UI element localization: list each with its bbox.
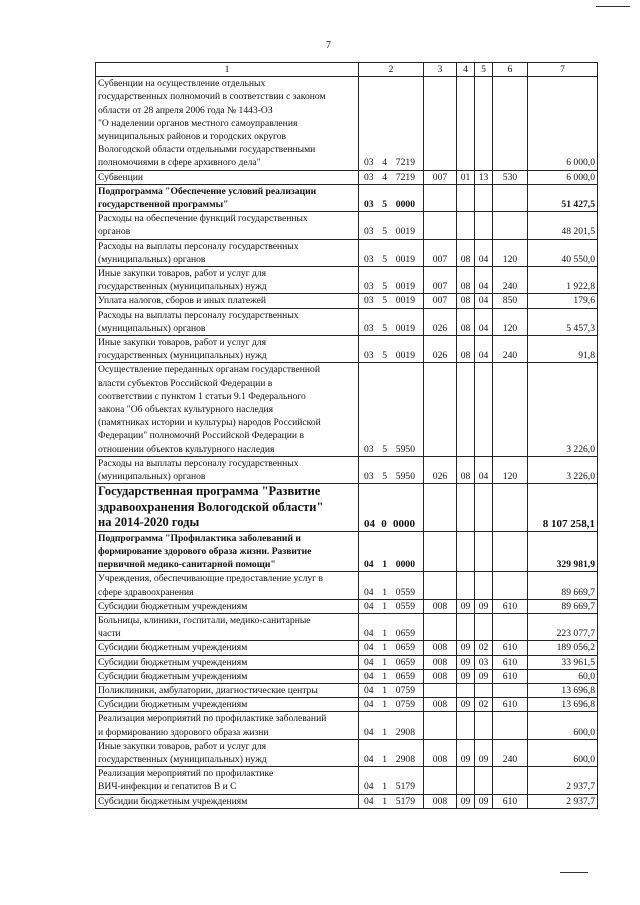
subsection-code: 02 (475, 698, 493, 712)
header-col-6: 6 (493, 63, 528, 77)
subprogram-code: 1 (382, 670, 388, 682)
amount: 6 000,0 (528, 77, 598, 170)
row-description: Расходы на обеспечение функций государственных органов (96, 212, 359, 239)
program-code: 03 (364, 226, 374, 238)
amount: 13 696,8 (528, 698, 598, 712)
amount: 89 669,7 (528, 572, 598, 599)
expense-type-code: 240 (493, 267, 528, 294)
amount: 60,0 (528, 669, 598, 683)
expense-type-code: 850 (493, 294, 528, 308)
subsection-code (475, 212, 493, 239)
subprogram-code: 5 (382, 443, 388, 455)
table-row (96, 267, 598, 294)
direction-code: 7219 (395, 171, 415, 183)
amount: 600,0 (528, 712, 598, 739)
section-code: 09 (457, 655, 475, 669)
row-description: Расходы на выплаты персоналу государственных (муниципальных) органов (96, 239, 359, 266)
row-target-code (359, 572, 424, 599)
direction-code: 0000 (393, 517, 415, 530)
direction-code: 0559 (395, 586, 415, 598)
table-row (96, 684, 598, 698)
subprogram-code: 1 (382, 699, 388, 711)
direction-code: 0019 (395, 295, 415, 307)
section-code (457, 184, 475, 211)
table-row (96, 308, 598, 335)
department-code (424, 531, 457, 572)
subsection-code: 04 (475, 456, 493, 483)
subprogram-code: 5 (382, 199, 388, 211)
program-code: 03 (364, 471, 374, 483)
row-description: Субсидии бюджетным учреждениям (96, 669, 359, 683)
row-description: Подпрограмма "Профилактика заболеваний и формирование здорового образа жизни. Развитие первичной медико-санитарной помощи" (96, 531, 359, 572)
program-code: 04 (364, 656, 374, 668)
department-code (424, 184, 457, 211)
direction-code: 7219 (395, 157, 415, 169)
table-row (96, 170, 598, 184)
table-row (96, 212, 598, 239)
subprogram-code: 1 (382, 656, 388, 668)
row-target-code (359, 363, 424, 456)
table-row (96, 614, 598, 641)
row-description: Иные закупки товаров, работ и услуг для государственных (муниципальных) нужд (96, 267, 359, 294)
section-code (457, 212, 475, 239)
department-code: 007 (424, 294, 457, 308)
program-code: 03 (364, 253, 374, 265)
table-row (96, 698, 598, 712)
subprogram-code: 1 (382, 559, 388, 571)
direction-code: 0019 (395, 226, 415, 238)
row-target-code (359, 698, 424, 712)
subsection-code (475, 712, 493, 739)
section-code (457, 712, 475, 739)
subprogram-code: 4 (382, 157, 388, 169)
expense-type-code (493, 484, 528, 532)
page-number: 7 (326, 40, 331, 51)
section-code (457, 614, 475, 641)
expense-type-code: 610 (493, 655, 528, 669)
direction-code: 0659 (395, 642, 415, 654)
direction-code: 0019 (395, 322, 415, 334)
expense-type-code: 120 (493, 456, 528, 483)
table-row (96, 294, 598, 308)
section-code (457, 684, 475, 698)
expense-type-code (493, 184, 528, 211)
scan-mark (560, 872, 588, 873)
department-code: 008 (424, 698, 457, 712)
program-code: 03 (364, 281, 374, 293)
row-description: Субвенции на осуществление отдельных государственных полномочий в соответствии с законом области от 28 апреля 2006 года № 1443-ОЗ "О наделении органов местного самоуправления муниципальных районов и городских округов Вологодской области отдельными государственными полномочиями в сфере архивного дела" (96, 77, 359, 170)
direction-code: 5179 (395, 781, 415, 793)
department-code: 026 (424, 336, 457, 363)
subsection-code: 04 (475, 267, 493, 294)
section-code: 09 (457, 641, 475, 655)
direction-code: 0000 (395, 559, 415, 571)
subprogram-code: 4 (382, 171, 388, 183)
section-code: 08 (457, 336, 475, 363)
amount: 600,0 (528, 739, 598, 766)
amount: 2 937,7 (528, 767, 598, 794)
header-col-2: 2 (359, 63, 424, 77)
direction-code: 0659 (395, 656, 415, 668)
amount: 329 981,9 (528, 531, 598, 572)
program-code: 04 (364, 628, 374, 640)
row-description: Субсидии бюджетным учреждениям (96, 794, 359, 808)
expense-type-code: 610 (493, 641, 528, 655)
department-code (424, 684, 457, 698)
row-description: Иные закупки товаров, работ и услуг для государственных (муниципальных) нужд (96, 336, 359, 363)
department-code (424, 77, 457, 170)
subsection-code: 13 (475, 170, 493, 184)
direction-code: 5950 (395, 443, 415, 455)
table-row (96, 599, 598, 613)
program-code: 04 (364, 795, 374, 807)
section-code (457, 484, 475, 532)
table-row (96, 655, 598, 669)
section-code: 09 (457, 599, 475, 613)
direction-code: 0659 (395, 628, 415, 640)
row-target-code (359, 684, 424, 698)
direction-code: 5179 (395, 795, 415, 807)
row-description: Подпрограмма "Обеспечение условий реализации государственной программы" (96, 184, 359, 211)
expense-type-code: 240 (493, 739, 528, 766)
expense-type-code: 610 (493, 669, 528, 683)
row-target-code (359, 239, 424, 266)
amount: 33 961,5 (528, 655, 598, 669)
table-row (96, 456, 598, 483)
subprogram-code: 1 (382, 600, 388, 612)
section-code (457, 767, 475, 794)
subsection-code (475, 531, 493, 572)
program-code: 04 (364, 726, 374, 738)
table-row (96, 794, 598, 808)
row-target-code (359, 794, 424, 808)
section-code: 01 (457, 170, 475, 184)
subprogram-code: 5 (382, 350, 388, 362)
table-row (96, 184, 598, 211)
expense-type-code: 610 (493, 794, 528, 808)
subsection-code: 04 (475, 294, 493, 308)
program-code: 04 (364, 685, 374, 697)
amount: 48 201,5 (528, 212, 598, 239)
row-target-code (359, 641, 424, 655)
direction-code: 0759 (395, 685, 415, 697)
row-description: Государственная программа "Развитие здравоохранения Вологодской области" на 2014-2020 годы (96, 484, 359, 532)
direction-code: 0019 (395, 253, 415, 265)
direction-code: 5950 (395, 471, 415, 483)
department-code (424, 614, 457, 641)
section-code: 09 (457, 794, 475, 808)
subprogram-code: 5 (382, 471, 388, 483)
row-description: Осуществление переданных органам государственной власти субъектов Российской Федерации в соответствии с пунктом 1 статьи 9.1 Федерального закона "Об объектах культурного наследия (памятниках истории и культуры) народов Российской Федерации" полномочий Российской Федерации в отношении объектов культурного наследия (96, 363, 359, 456)
department-code (424, 572, 457, 599)
table-row (96, 363, 598, 456)
subprogram-code: 1 (382, 685, 388, 697)
section-code (457, 531, 475, 572)
table-row (96, 77, 598, 170)
expense-type-code (493, 212, 528, 239)
header-col-1: 1 (96, 63, 359, 77)
subprogram-code: 1 (382, 628, 388, 640)
direction-code: 0019 (395, 350, 415, 362)
table-row (96, 712, 598, 739)
row-target-code (359, 308, 424, 335)
expense-type-code (493, 614, 528, 641)
department-code (424, 767, 457, 794)
program-code: 04 (364, 559, 374, 571)
row-description: Уплата налогов, сборов и иных платежей (96, 294, 359, 308)
budget-table (95, 62, 598, 809)
subsection-code (475, 614, 493, 641)
program-code: 03 (364, 199, 374, 211)
program-code: 04 (364, 586, 374, 598)
department-code: 007 (424, 170, 457, 184)
expense-type-code: 530 (493, 170, 528, 184)
subsection-code: 04 (475, 308, 493, 335)
subsection-code (475, 184, 493, 211)
subsection-code (475, 572, 493, 599)
expense-type-code (493, 712, 528, 739)
subprogram-code: 5 (382, 322, 388, 334)
subprogram-code: 5 (382, 226, 388, 238)
row-description: Субсидии бюджетным учреждениям (96, 698, 359, 712)
row-description: Расходы на выплаты персоналу государственных (муниципальных) органов (96, 308, 359, 335)
department-code: 026 (424, 456, 457, 483)
section-code: 08 (457, 267, 475, 294)
subsection-code (475, 684, 493, 698)
amount: 91,8 (528, 336, 598, 363)
table-body (96, 77, 598, 809)
direction-code: 2908 (395, 754, 415, 766)
row-description: Субсидии бюджетным учреждениям (96, 599, 359, 613)
section-code: 09 (457, 698, 475, 712)
section-code: 09 (457, 669, 475, 683)
subprogram-code: 1 (382, 642, 388, 654)
row-description: Субсидии бюджетным учреждениям (96, 641, 359, 655)
amount: 3 226,0 (528, 456, 598, 483)
subsection-code: 03 (475, 655, 493, 669)
row-target-code (359, 669, 424, 683)
table-row (96, 531, 598, 572)
program-code: 03 (364, 443, 374, 455)
department-code: 008 (424, 655, 457, 669)
row-description: Иные закупки товаров, работ и услуг для государственных (муниципальных) нужд (96, 739, 359, 766)
department-code: 008 (424, 641, 457, 655)
amount: 8 107 258,1 (528, 484, 598, 532)
scan-mark (596, 6, 630, 7)
row-target-code (359, 267, 424, 294)
direction-code: 0559 (395, 600, 415, 612)
section-code (457, 363, 475, 456)
row-target-code (359, 712, 424, 739)
header-col-7: 7 (528, 63, 598, 77)
header-row (96, 63, 598, 77)
row-target-code (359, 294, 424, 308)
department-code: 007 (424, 267, 457, 294)
section-code: 09 (457, 739, 475, 766)
subsection-code: 09 (475, 739, 493, 766)
row-description: Расходы на выплаты персоналу государственных (муниципальных) органов (96, 456, 359, 483)
row-target-code (359, 184, 424, 211)
program-code: 03 (364, 171, 374, 183)
department-code (424, 484, 457, 532)
row-description: Субсидии бюджетным учреждениям (96, 655, 359, 669)
program-code: 03 (364, 157, 374, 169)
subsection-code: 02 (475, 641, 493, 655)
row-description: Субвенции (96, 170, 359, 184)
department-code: 008 (424, 794, 457, 808)
table-row (96, 669, 598, 683)
header-col-4: 4 (457, 63, 475, 77)
amount: 189 056,2 (528, 641, 598, 655)
subsection-code: 04 (475, 336, 493, 363)
expense-type-code: 120 (493, 239, 528, 266)
direction-code: 0000 (395, 199, 415, 211)
row-target-code (359, 599, 424, 613)
row-target-code (359, 336, 424, 363)
row-target-code (359, 531, 424, 572)
expense-type-code: 120 (493, 308, 528, 335)
program-code: 03 (364, 350, 374, 362)
program-code: 03 (364, 322, 374, 334)
department-code (424, 212, 457, 239)
subprogram-code: 1 (382, 795, 388, 807)
row-target-code (359, 456, 424, 483)
subsection-code: 04 (475, 239, 493, 266)
subprogram-code: 1 (382, 726, 388, 738)
row-description: Поликлиники, амбулатории, диагностические центры (96, 684, 359, 698)
table-row (96, 239, 598, 266)
subsection-code (475, 77, 493, 170)
program-code: 04 (364, 600, 374, 612)
row-target-code (359, 614, 424, 641)
subprogram-code: 1 (382, 781, 388, 793)
program-code: 04 (364, 781, 374, 793)
expense-type-code (493, 531, 528, 572)
subsection-code: 09 (475, 794, 493, 808)
direction-code: 2908 (395, 726, 415, 738)
section-code: 08 (457, 308, 475, 335)
expense-type-code (493, 572, 528, 599)
amount: 223 077,7 (528, 614, 598, 641)
row-target-code (359, 212, 424, 239)
row-description: Реализация мероприятий по профилактике заболеваний и формированию здорового образа жизни (96, 712, 359, 739)
row-target-code (359, 484, 424, 532)
subsection-code: 09 (475, 669, 493, 683)
department-code: 007 (424, 239, 457, 266)
expense-type-code: 610 (493, 599, 528, 613)
row-description: Учреждения, обеспечивающие предоставление услуг в сфере здравоохранения (96, 572, 359, 599)
amount: 89 669,7 (528, 599, 598, 613)
subsection-code (475, 484, 493, 532)
department-code (424, 363, 457, 456)
amount: 40 550,0 (528, 239, 598, 266)
direction-code: 0759 (395, 699, 415, 711)
department-code: 008 (424, 739, 457, 766)
subprogram-code: 5 (382, 281, 388, 293)
subprogram-code: 0 (381, 517, 387, 530)
section-code (457, 572, 475, 599)
table-row (96, 767, 598, 794)
expense-type-code (493, 77, 528, 170)
subprogram-code: 5 (382, 253, 388, 265)
subsection-code: 09 (475, 599, 493, 613)
section-code: 08 (457, 294, 475, 308)
header-col-5: 5 (475, 63, 493, 77)
table-row (96, 484, 598, 532)
program-code: 04 (364, 754, 374, 766)
amount: 6 000,0 (528, 170, 598, 184)
header-col-3: 3 (424, 63, 457, 77)
row-target-code (359, 739, 424, 766)
department-code: 026 (424, 308, 457, 335)
row-description: Реализация мероприятий по профилактике ВИЧ-инфекции и гепатитов В и С (96, 767, 359, 794)
subsection-code (475, 363, 493, 456)
program-code: 04 (364, 670, 374, 682)
expense-type-code: 240 (493, 336, 528, 363)
subsection-code (475, 767, 493, 794)
direction-code: 0659 (395, 670, 415, 682)
row-description: Больницы, клиники, госпитали, медико-санитарные части (96, 614, 359, 641)
amount: 1 922,8 (528, 267, 598, 294)
section-code: 08 (457, 239, 475, 266)
amount: 5 457,3 (528, 308, 598, 335)
program-code: 04 (364, 642, 374, 654)
program-code: 03 (364, 295, 374, 307)
amount: 2 937,7 (528, 794, 598, 808)
row-target-code (359, 77, 424, 170)
program-code: 04 (364, 699, 374, 711)
expense-type-code (493, 684, 528, 698)
row-target-code (359, 767, 424, 794)
amount: 13 696,8 (528, 684, 598, 698)
row-target-code (359, 170, 424, 184)
amount: 179,6 (528, 294, 598, 308)
program-code: 04 (364, 517, 375, 530)
subprogram-code: 1 (382, 586, 388, 598)
table-row (96, 641, 598, 655)
department-code: 008 (424, 669, 457, 683)
amount: 51 427,5 (528, 184, 598, 211)
department-code (424, 712, 457, 739)
table-row (96, 739, 598, 766)
subprogram-code: 1 (382, 754, 388, 766)
subprogram-code: 5 (382, 295, 388, 307)
expense-type-code: 610 (493, 698, 528, 712)
expense-type-code (493, 767, 528, 794)
table-row (96, 336, 598, 363)
direction-code: 0019 (395, 281, 415, 293)
department-code: 008 (424, 599, 457, 613)
section-code: 08 (457, 456, 475, 483)
amount: 3 226,0 (528, 363, 598, 456)
expense-type-code (493, 363, 528, 456)
section-code (457, 77, 475, 170)
table-row (96, 572, 598, 599)
row-target-code (359, 655, 424, 669)
